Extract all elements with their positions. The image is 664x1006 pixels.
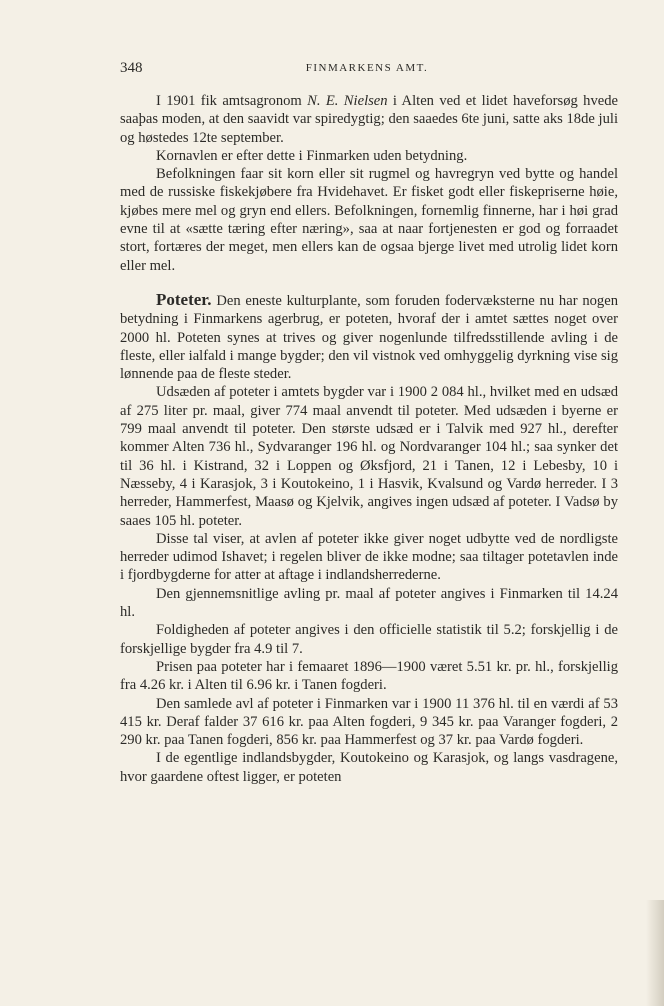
running-title: FINMARKENS AMT.	[305, 62, 429, 74]
page-header	[120, 60, 614, 82]
paragraph-1	[120, 92, 618, 147]
paragraph-5: Udsæden af poteter i amtets bygder var i 1900 2 084 hl., hvilket med en udsæd af 275 liter pr. maal, giver 774 maal anvendt til poteter. Med udsæden i byerne er 799 maal anvendt til poteter. Den største udsæd er i Talvik med 927 hl., derefter kommer Alten 736 hl., Sydvaranger 196 hl. og Nordvaranger 104 hl.; saa synker det til 36 hl. i Kistrand, 32 i Loppen og Øksfjord, 21 i Tanen, 12 i Lebesby, 10 i Næsseby, 4 i Karasjok, 3 i Koutokeino, 1 i Hasvik, Kvalsund og Vardø herreder. I 3 herreder, Hammerfest, Maasø og Kjelvik, angives ingen udsæd af poteter. I Vadsø by saaes 105 hl. poteter.	[120, 384, 618, 529]
paragraph-2: Kornavlen er efter dette i Finmarken uden betydning.	[156, 147, 468, 164]
paragraph-1-text-b: i Alten ved et lidet haveforsøg hvede saaþas moden, at den saavidt var spiredygtig; den saaedes 6te juni, satte aks 18de juli og høstedes 12te september.	[120, 93, 618, 146]
paragraph-3: Befolkningen faar sit korn eller sit rugmel og havregryn ved bytte og handel med de russiske fiskekjøbere fra Hvidehavet. Er fisket godt eller fiskepriserne høie, kjøbes mere mel og gryn end ellers. Befolkningen, fornemlig finnerne, har i høi grad evne til at «sætte tæring efter næring», saa at naar fortjenesten er god og forraadet stort, fortæres der meget, men ellers kan de ogsaa bjerge livet med utrolig lidet korn eller mel.	[120, 166, 618, 274]
page-number: 348	[120, 60, 143, 76]
paragraph-9: Prisen paa poteter har i femaaret 1896—1900 været 5.51 kr. pr. hl., forskjellig fra 4.26 kr. i Alten til 6.96 kr. i Tanen fogderi.	[120, 658, 618, 694]
paragraph-8: Foldigheden af poteter angives i den officielle statistik til 5.2; forskjellig i de forskjellige bygder fra 4.9 til 7.	[120, 622, 618, 657]
page-edge-shadow	[646, 900, 664, 1006]
section-heading-poteter: Poteter.	[156, 289, 212, 309]
page-body	[120, 92, 618, 786]
paragraph-6: Disse tal viser, at avlen af poteter ikke giver noget udbytte ved de nordligste herreder udimod Ishavet; i regelen bliver de ikke modne; saa tiltager potetavlen inde i fjordbygderne for atter at aftage i indlandsherrederne.	[120, 530, 618, 584]
paragraph-1-text-a: I 1901 fik amtsagronom	[156, 93, 308, 109]
paragraph-10: Den samlede avl af poteter i Finmarken var i 1900 11 376 hl. til en værdi af 53 415 kr. Deraf falder 37 616 kr. paa Alten fogderi, 9 345 kr. paa Varanger fogderi, 2 290 kr. paa Tanen fogderi, 856 kr. paa Hammerfest og 37 kr. paa Vardø fogderi.	[120, 695, 618, 749]
agronomist-name: N. E. Nielsen	[307, 93, 388, 109]
paragraph-7: Den gjennemsnitlige avling pr. maal af poteter angives i Finmarken til 14.24 hl.	[120, 585, 618, 621]
paragraph-11: I de egentlige indlandsbygder, Koutokeino og Karasjok, og langs vasdragene, hvor gaardene oftest ligger, er poteten	[120, 750, 618, 785]
paragraph-4	[120, 291, 618, 383]
paragraph-4-text: Den eneste kulturplante, som foruden fodervæksterne nu har nogen betydning i Finmarkens agerbrug, er poteten, hvoraf der i amtet sættes noget over 2000 hl. Poteten synes at trives og giver nogenlunde tilfredsstillende avling i de fleste, eller ialfald i mange bygder; den vil vistnok ved omhyggelig dyrkning vise sig lønnende paa de fleste steder.	[120, 292, 618, 383]
